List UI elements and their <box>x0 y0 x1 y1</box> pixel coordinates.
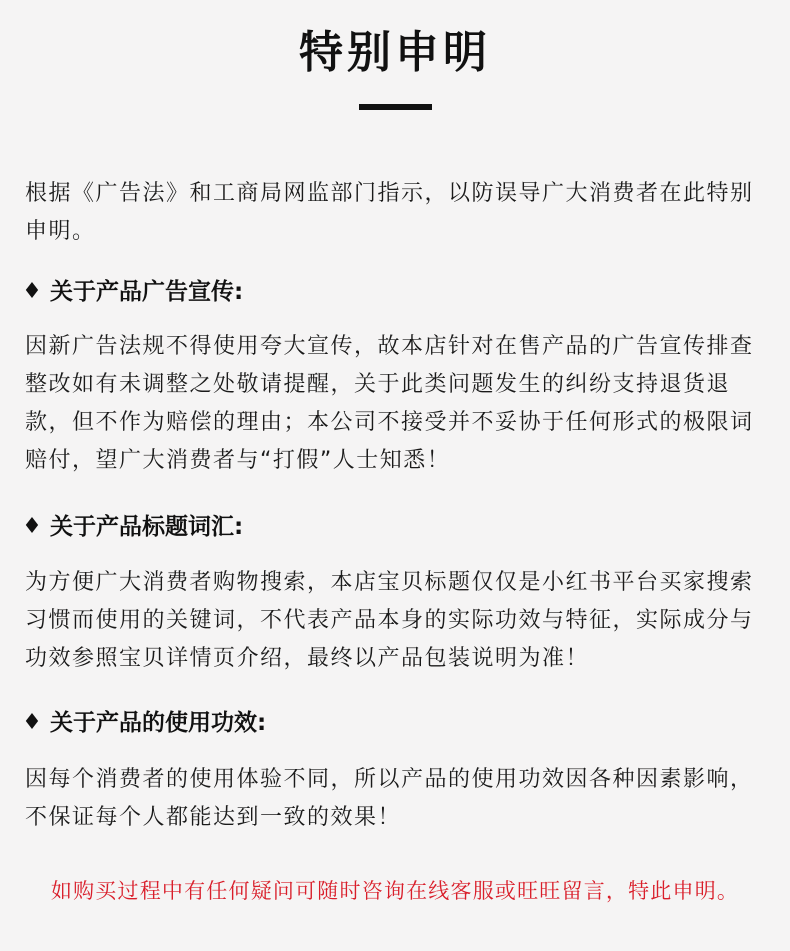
diamond-icon: ♦ <box>22 514 42 539</box>
section-heading-label: 关于产品标题词汇: <box>50 514 244 540</box>
section-heading-label: 关于产品的使用功效: <box>50 710 267 736</box>
section-heading-efficacy <box>22 705 266 741</box>
diamond-icon: ♦ <box>22 279 42 304</box>
page-title: 特别申明 <box>299 27 491 78</box>
section-heading-title-words <box>22 509 243 545</box>
section-heading-label: 关于产品广告宣传: <box>50 279 244 305</box>
intro-paragraph: 根据《广告法》和工商局网监部门指示，以防误导广大消费者在此特别申明。 <box>25 181 754 244</box>
section-heading-advertising <box>22 274 243 310</box>
diamond-icon: ♦ <box>22 710 42 735</box>
section-body-efficacy: 因每个消费者的使用体验不同，所以产品的使用功效因各种因素影响，不保证每个人都能达到一致的效果！ <box>25 767 754 830</box>
footer-note: 如购买过程中有任何疑问可随时咨询在线客服或旺旺留言，特此申明。 <box>50 879 740 903</box>
section-body-title-words: 为方便广大消费者购物搜索，本店宝贝标题仅仅是小红书平台买家搜索习惯而使用的关键词，不代表产品本身的实际功效与特征，实际成分与功效参照宝贝详情页介绍，最终以产品包装说明为准！ <box>25 570 754 671</box>
title-underline <box>359 104 432 110</box>
section-body-advertising: 因新广告法规不得使用夸大宣传，故本店针对在售产品的广告宣传排查整改如有未调整之处敬请提醒，关于此类问题发生的纠纷支持退货退款，但不作为赔偿的理由；本公司不接受并不妥协于任何形式的极限词赔付，望广大消费者与“打假”人士知悉！ <box>25 334 754 473</box>
